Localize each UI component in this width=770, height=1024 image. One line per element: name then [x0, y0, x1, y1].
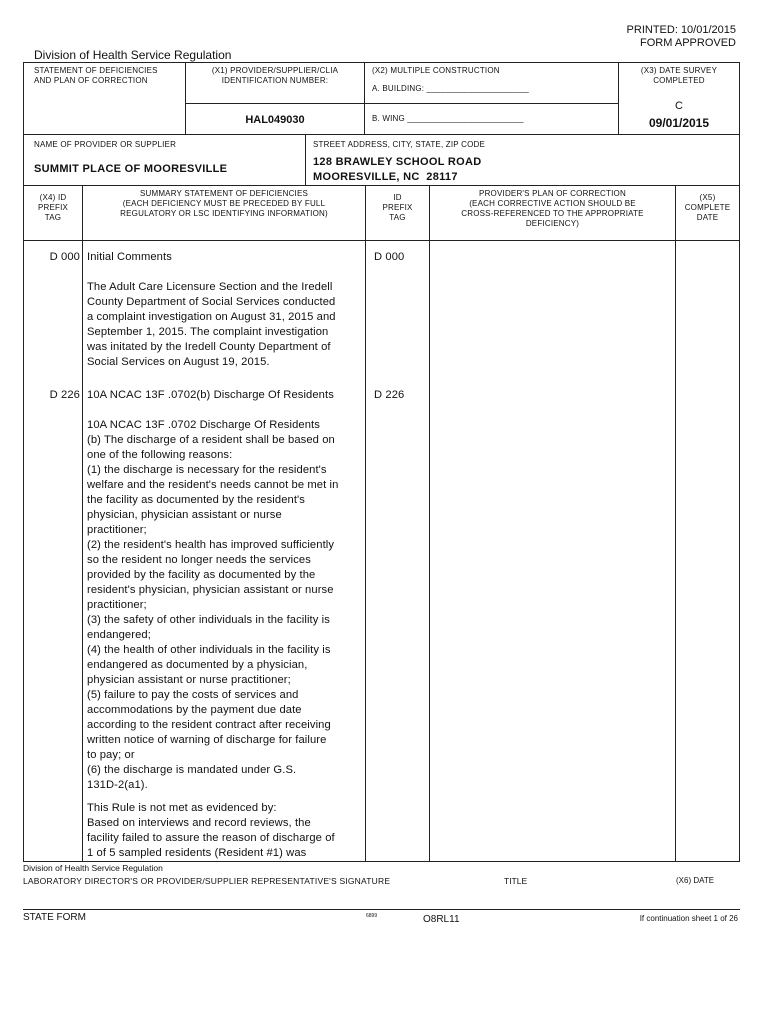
wing-field: B. WING _________________________: [372, 114, 524, 123]
x1-label: (X1) PROVIDER/SUPPLIER/CLIA IDENTIFICATION NUMBER:: [211, 66, 339, 85]
x3-code: C: [675, 100, 683, 112]
x3-label: (X3) DATE SURVEY COMPLETED: [640, 66, 718, 85]
entry-prefix-tag: D 000: [49, 251, 80, 263]
entry-text: 10A NCAC 13F .0702 Discharge Of Residents (b) The discharge of a resident shall be based on one of the following reasons: (1) the discharge is necessary for the resident's welfare and the resident's needs cannot be met in the facility as documented by the resident's physician, physician assistant or nurse practitioner; (2) the resident's health has improved sufficiently so the resident no longer needs the services provided by the facility as documented by the resident's physician, physician assistant or nurse practitioner; (3) the safety of other individuals in the facility is endangered; (4) the health of other individuals in the facility is endangered as documented by a physician, physician assistant or nurse practitioner; (5) failure to pay the costs of services and accommodations by the payment due date according to the resident contract after receiving written notice of warning of discharge for failure to pay; or (6) the discharge is mandated under G.S. 131D-2(a1).: [87, 419, 339, 791]
entry-prefix-tag: D 226: [49, 389, 80, 401]
form-number: 6899: [366, 913, 378, 919]
col-id-header: ID PREFIX TAG: [382, 193, 413, 222]
printed-date: PRINTED: 10/01/2015: [626, 24, 736, 36]
survey-date: 09/01/2015: [648, 116, 710, 130]
entry-id-tag: D 000: [374, 251, 405, 263]
form-code: O8RL11: [423, 914, 460, 925]
title-label: TITLE: [504, 876, 528, 886]
provider-name: SUMMIT PLACE OF MOORESVILLE: [34, 163, 228, 175]
continuation-label: If continuation sheet 1 of 26: [639, 914, 738, 923]
col-plan-header: PROVIDER'S PLAN OF CORRECTION (EACH CORRECTIVE ACTION SHOULD BE CROSS-REFERENCED TO THE APPROPRIATE DEFICIENCY): [461, 189, 644, 228]
col-x5-header: (X5) COMPLETE DATE: [684, 193, 731, 222]
address-line2: MOORESVILLE, NC 28117: [313, 171, 458, 183]
x6-date-label: (X6) DATE: [676, 876, 715, 885]
building-field: A. BUILDING: ______________________: [372, 84, 529, 93]
col-summary-header: SUMMARY STATEMENT OF DEFICIENCIES (EACH DEFICIENCY MUST BE PRECEDED BY FULL REGULATORY OR LSC IDENTIFYING INFORMATION): [120, 189, 328, 218]
entry-title: 10A NCAC 13F .0702(b) Discharge Of Residents: [87, 389, 334, 401]
address-line1: 128 BRAWLEY SCHOOL ROAD: [313, 156, 482, 168]
form-approved: FORM APPROVED: [640, 37, 736, 49]
footer-rule: [23, 909, 740, 910]
provider-label: NAME OF PROVIDER OR SUPPLIER: [34, 140, 177, 149]
footer-division: Division of Health Service Regulation: [23, 863, 163, 873]
provider-id: HAL049030: [245, 114, 305, 126]
entry-text: The Adult Care Licensure Section and the Iredell County Department of Social Services conducted a complaint investigation on August 31, 2015 and September 1, 2015. The complaint investigation was initated by the Iredell County Department of Social Services on August 19, 2015.: [87, 281, 336, 368]
state-form-label: STATE FORM: [23, 912, 86, 923]
x2-label: (X2) MULTIPLE CONSTRUCTION: [372, 66, 500, 75]
division-title: Division of Health Service Regulation: [34, 48, 232, 62]
entry-text-continued: This Rule is not met as evidenced by: Based on interviews and record reviews, the facility failed to assure the reason of discharge of 1 of 5 sampled residents (Resident #1) was: [87, 802, 335, 859]
signature-label: LABORATORY DIRECTOR'S OR PROVIDER/SUPPLIER REPRESENTATIVE'S SIGNATURE: [23, 876, 391, 886]
col-x4-header: (X4) ID PREFIX TAG: [37, 193, 69, 222]
entry-id-tag: D 226: [374, 389, 405, 401]
statement-label: STATEMENT OF DEFICIENCIES AND PLAN OF CORRECTION: [34, 66, 158, 85]
address-label: STREET ADDRESS, CITY, STATE, ZIP CODE: [313, 140, 486, 149]
entry-title: Initial Comments: [87, 251, 172, 263]
